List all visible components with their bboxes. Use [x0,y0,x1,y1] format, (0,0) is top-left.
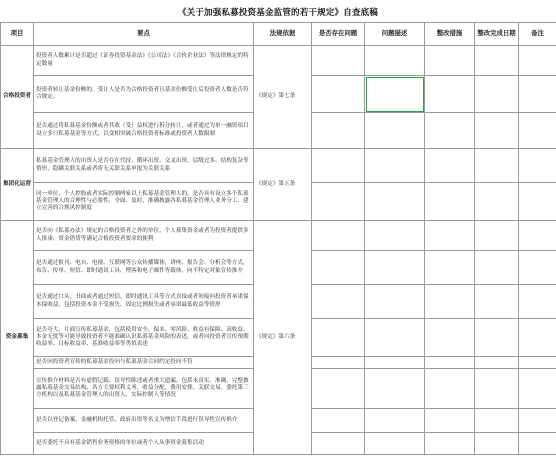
finish-date-cell[interactable] [475,113,519,149]
remedy-cell[interactable] [425,46,475,76]
remark-cell[interactable] [519,149,556,183]
remedy-cell[interactable] [425,409,475,433]
point-cell[interactable]: 是否委托不具有基金销售业务资格的单位或者个人从事资金募集活动 [34,433,254,455]
sheet-title: 《关于加强私募投资基金监管的若干规定》自查底稿 [177,8,379,18]
has-issue-cell[interactable] [312,113,365,149]
has-issue-cell[interactable] [312,369,365,409]
remedy-cell[interactable] [425,319,475,357]
basis-cell[interactable]: 《规定》第七条 [254,46,312,149]
issue-desc-cell[interactable] [365,285,425,319]
self-check-table [0,22,556,455]
point-cell[interactable]: 是否夸大、片面宣传私募基金，包括使用安全、保本、零风险、收益有保障、高收益、本金无忧等可能导致投资者不能准确认识私募基金风险的表述，或者向投资者宣传预期收益率、目标收益率、基准收益率等类似表述 [34,319,254,357]
header-issue-desc[interactable]: 问题描述 [365,23,425,46]
finish-date-cell[interactable] [475,251,519,285]
point-cell[interactable]: 投资者人数累计是否超过《证券投资基金法》《公司法》《合伙企业法》等法律规定的特定数量 [34,46,254,76]
header-has-issue[interactable]: 是否存在问题 [312,23,365,46]
has-issue-cell[interactable] [312,183,365,221]
point-cell[interactable]: 同一单位、个人控股或者实际控制两家以上私募基金管理人的，是否具有设立多个私募基金管理人的合理性与必要性，全面、及时、准确披露各私募基金管理人业务分工，建立完善的合规风控制度 [34,183,254,221]
table-row [1,149,556,183]
remedy-cell[interactable] [425,149,475,183]
header-finish-date[interactable]: 整改完成日期 [475,23,519,46]
remark-cell[interactable] [519,357,556,369]
finish-date-cell[interactable] [475,149,519,183]
issue-desc-cell[interactable] [365,319,425,357]
finish-date-cell[interactable] [475,357,519,369]
remedy-cell[interactable] [425,76,475,113]
issue-desc-cell[interactable] [365,251,425,285]
finish-date-cell[interactable] [475,221,519,251]
header-remedy[interactable]: 整改措施 [425,23,475,46]
issue-desc-cell[interactable] [365,433,425,455]
finish-date-cell[interactable] [475,285,519,319]
remark-cell[interactable] [519,113,556,149]
finish-date-cell[interactable] [475,319,519,357]
remedy-cell[interactable] [425,369,475,409]
issue-desc-cell[interactable] [365,221,425,251]
remedy-cell[interactable] [425,221,475,251]
remark-cell[interactable] [519,433,556,455]
remark-cell[interactable] [519,409,556,433]
point-cell[interactable]: 私募基金管理人的出资人是否存在代持、循环出资、交叉出资、层级过多、结构复杂等情形，隐瞒关联关系或者将无关联关系申报为关联关系 [34,149,254,183]
issue-desc-cell[interactable] [365,409,425,433]
has-issue-cell[interactable] [312,319,365,357]
issue-desc-cell-selected[interactable] [365,76,425,113]
category-fundraising[interactable]: 资金募集 [1,221,34,455]
has-issue-cell[interactable] [312,409,365,433]
basis-cell[interactable]: 《规定》第六条 [254,221,312,455]
has-issue-cell[interactable] [312,433,365,455]
remark-cell[interactable] [519,319,556,357]
header-point[interactable]: 要点 [34,23,254,46]
has-issue-cell[interactable] [312,251,365,285]
has-issue-cell[interactable] [312,357,365,369]
finish-date-cell[interactable] [475,409,519,433]
point-cell[interactable]: 是否向投资者宣传的私募基金投向与私募基金合同约定投向不符 [34,357,254,369]
finish-date-cell[interactable] [475,369,519,409]
remark-cell[interactable] [519,76,556,113]
point-cell[interactable]: 是否向《私募办法》规定的合格投资者之外的单位、个人募集资金或者为投资者提供多人拼凑、资金借贷等满足合格投资者要求的便利 [34,221,254,251]
remedy-cell[interactable] [425,251,475,285]
has-issue-cell[interactable] [312,221,365,251]
has-issue-cell[interactable] [312,76,365,113]
finish-date-cell[interactable] [475,433,519,455]
has-issue-cell[interactable] [312,46,365,76]
finish-date-cell[interactable] [475,183,519,221]
issue-desc-cell[interactable] [365,357,425,369]
remark-cell[interactable] [519,285,556,319]
header-item[interactable]: 项目 [1,23,34,46]
has-issue-cell[interactable] [312,149,365,183]
remedy-cell[interactable] [425,357,475,369]
issue-desc-cell[interactable] [365,183,425,221]
remark-cell[interactable] [519,46,556,76]
table-row [1,46,556,76]
category-qualified-investor[interactable]: 合格投资者 [1,46,34,149]
remedy-cell[interactable] [425,183,475,221]
point-cell[interactable]: 宣传推介材料是否有虚假记载、误导性陈述或者重大遗漏，包括未真实、准确、完整披露私募基金交易结构、各方主要权利义务、收益分配、费用安排、关联交易、委托第三方机构以及私募基金管理人的出资人、实际控制人等情况 [34,369,254,409]
issue-desc-cell[interactable] [365,46,425,76]
issue-desc-cell[interactable] [365,113,425,149]
category-group-operation[interactable]: 集团化运营 [1,149,34,221]
remedy-cell[interactable] [425,285,475,319]
finish-date-cell[interactable] [475,46,519,76]
remark-cell[interactable] [519,369,556,409]
remark-cell[interactable] [519,221,556,251]
has-issue-cell[interactable] [312,285,365,319]
point-cell[interactable]: 是否以登记备案、金融机构托管、政府出资等名义为增信手段进行误导性宣传推介 [34,409,254,433]
remedy-cell[interactable] [425,433,475,455]
remedy-cell[interactable] [425,113,475,149]
table-row [1,221,556,251]
header-basis[interactable]: 法规依据 [254,23,312,46]
remark-cell[interactable] [519,183,556,221]
finish-date-cell[interactable] [475,76,519,113]
issue-desc-cell[interactable] [365,149,425,183]
point-cell[interactable]: 是否通过报刊、电台、电视、互联网等公众传播媒体，讲座、报告会、分析会等方式，布告、传单、短信、即时通讯工具、博客和电子邮件等载体，向不特定对象宣传推介 [34,251,254,285]
point-cell[interactable]: 投资者转让基金份额的，受让人是否为合格投资者且基金份额受让后投资者人数是否符合规定。 [34,76,254,113]
remark-cell[interactable] [519,251,556,285]
header-remark[interactable]: 备注 [519,23,556,46]
basis-cell[interactable]: 《规定》第五条 [254,149,312,221]
header-row [1,23,556,46]
point-cell[interactable]: 是否通过口头、书面或者通过短信、即时通讯工具等方式直接或者间接向投资者承诺保本保收益，包括投资本金不受损失、固定比例损失或者承诺最低收益等情形 [34,285,254,319]
point-cell[interactable]: 是否通过将私募基金份额或者其收（受）益权进行拆分转让，或者通过为单一融资项目设立多只私募基金等方式，以变相突破合格投资者标准或投资者人数限制 [34,113,254,149]
issue-desc-cell[interactable] [365,369,425,409]
